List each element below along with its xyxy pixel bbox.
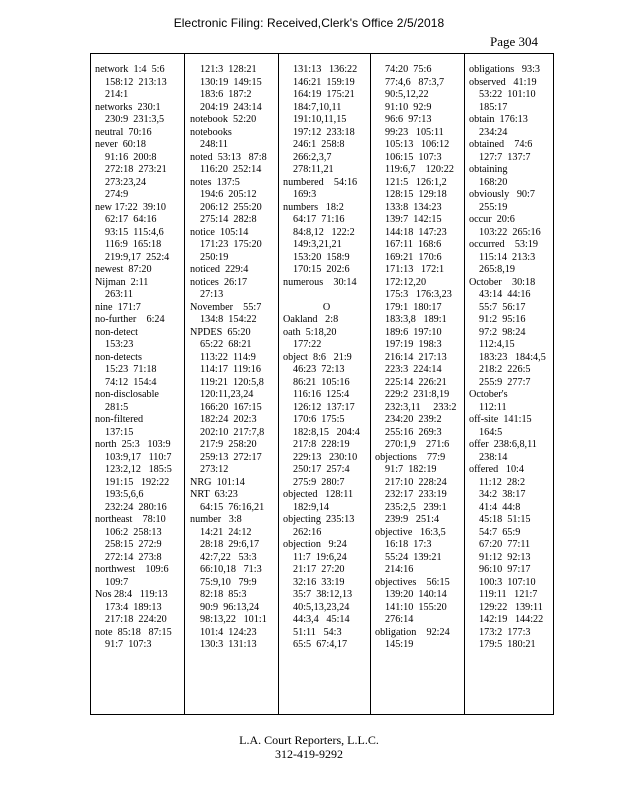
index-page-refs: 246:1 258:8 [293, 139, 345, 150]
index-page-refs: 127:7 137:7 [479, 151, 531, 163]
index-entry: non-detect [95, 326, 138, 338]
index-entry: north 25:3 103:9 [95, 439, 171, 450]
index-page-refs: 191:15 192:22 [105, 476, 170, 488]
index-page-refs: 141:10 155:20 [385, 601, 447, 613]
index-page-refs: 65:5 67:4,17 [293, 639, 348, 650]
index-entry: oath 5:18,20 [283, 326, 337, 338]
index-page-refs: 255:19 [479, 201, 508, 213]
index-page-refs: 281:5 [105, 401, 129, 413]
index-page-refs: 153:20 158:9 [293, 251, 350, 263]
filing-stamp: Electronic Filing: Received,Clerk's Office 2/5/2018 [173, 16, 445, 30]
index-page-refs: 44:3,4 45:14 [293, 614, 350, 625]
index-page-refs: 153:23 [105, 339, 134, 350]
index-page-refs: 171:23 175:20 [200, 239, 262, 250]
index-page-refs: 90:5,12,22 [385, 89, 429, 100]
index-page-refs: 217:18 224:20 [105, 614, 167, 625]
index-entry: network 1:4 5:6 [95, 64, 165, 75]
index-page-refs: 274:9 [105, 189, 129, 200]
index-page-refs: 109:7 [105, 576, 129, 588]
index-entry: October 30:18 [469, 276, 536, 288]
index-page-refs: 171:13 172:1 [385, 264, 445, 275]
index-page-refs: 74:12 154:4 [105, 376, 157, 388]
index-page-refs: 238:14 [479, 451, 508, 463]
index-page-refs: 173:4 189:13 [105, 601, 162, 613]
index-page-refs: 51:11 54:3 [293, 626, 342, 638]
index-page-refs: 112:11 [479, 401, 507, 413]
index-entry: obviously 90:7 [469, 189, 535, 200]
index-page-refs: 99:23 105:11 [385, 126, 444, 138]
index-entry: notes 137:5 [190, 176, 240, 188]
index-page-refs: 250:17 257:4 [293, 464, 350, 475]
index-entry: offered 10:4 [469, 464, 524, 475]
index-page-refs: 93:15 115:4,6 [105, 226, 164, 238]
index-page-refs: 270:1,9 271:6 [385, 439, 450, 450]
index-page-refs: 149:3,21,21 [293, 239, 342, 250]
index-page-refs: 229:13 230:10 [293, 451, 358, 463]
index-page-refs: 197:19 198:3 [385, 339, 442, 350]
index-column-5 [465, 54, 555, 714]
index-entry [283, 289, 370, 302]
index-page-refs: 239:9 251:4 [385, 514, 440, 525]
index-page-refs: 139:20 140:14 [385, 589, 447, 600]
index-page-refs: 100:3 107:10 [479, 576, 536, 588]
index-page-refs: 41:4 44:8 [479, 501, 521, 513]
index-page-refs: 137:15 [105, 426, 134, 438]
index-page-refs: 54:7 65:9 [479, 526, 521, 538]
index-page-refs: 130:19 149:15 [200, 76, 262, 88]
index-page-refs: 119:21 120:5,8 [200, 376, 264, 388]
index-page-refs: 214:1 [105, 89, 129, 100]
index-page-refs: 101:4 124:23 [200, 626, 257, 638]
index-page-refs: 119:11 121:7 [479, 589, 538, 600]
index-page-refs: 223:3 224:14 [385, 364, 442, 375]
index-page-refs: 272:18 273:21 [105, 164, 167, 175]
index-page-refs: 91:2 95:16 [479, 314, 526, 325]
index-page-refs: 53:22 101:10 [479, 89, 536, 100]
index-entry: northwest 109:6 [95, 564, 169, 575]
index-page-refs: 74:20 75:6 [385, 64, 432, 75]
index-page-refs: 46:23 72:13 [293, 364, 345, 375]
index-entry: offer 238:6,8,11 [469, 439, 537, 450]
index-page-refs: 139:7 142:15 [385, 214, 442, 225]
index-page-refs: 194:6 205:12 [200, 189, 257, 200]
index-page-refs: 43:14 44:16 [479, 289, 531, 300]
index-page-refs: 21:17 27:20 [293, 564, 345, 575]
index-page-refs: 98:13,22 101:1 [200, 614, 267, 625]
index-column-2 [185, 54, 279, 714]
index-page-refs: 169:21 170:6 [385, 251, 442, 263]
index-page-refs: 66:10,18 71:3 [200, 564, 262, 575]
index-page-refs: 230:9 231:3,5 [105, 114, 165, 125]
index-page-refs: 27:13 [200, 289, 224, 300]
index-page-refs: 158:12 213:13 [105, 76, 167, 88]
index-page-refs: 275:14 282:8 [200, 214, 257, 225]
index-entry: numbered 54:16 [283, 176, 358, 188]
index-page-refs: 183:6 187:2 [200, 89, 252, 100]
index-entry: Nos 28:4 119:13 [95, 589, 168, 600]
index-entry: objections 77:9 [375, 451, 446, 463]
index-page-refs: 276:14 [385, 614, 414, 625]
index-page-refs: 146:21 159:19 [293, 76, 355, 88]
index-page-refs: 185:17 [479, 101, 508, 113]
index-page-refs: 263:11 [105, 289, 133, 300]
index-entry: obtaining [469, 164, 508, 175]
index-page-refs: 248:11 [200, 139, 228, 150]
index-page-refs: 179:1 180:17 [385, 301, 442, 313]
index-page-refs: 250:19 [200, 251, 229, 263]
index-page-refs: 173:2 177:3 [479, 626, 531, 638]
index-page-refs: 96:6 97:13 [385, 114, 432, 125]
index-column-3 [279, 54, 371, 714]
index-page-refs: 262:16 [293, 526, 322, 538]
index-entry: noticed 229:4 [190, 264, 249, 275]
index-page-refs: 91:10 92:9 [385, 101, 432, 113]
index-entry: never 60:18 [95, 139, 146, 150]
index-entry: neutral 70:16 [95, 126, 152, 138]
index-page-refs: 121:5 126:1,2 [385, 176, 447, 188]
index-entry: non-detects [95, 351, 142, 363]
index-page-refs: 121:3 128:21 [200, 64, 257, 75]
index-page-refs: 266:2,3,7 [293, 151, 332, 163]
index-page-refs: 273:23,24 [105, 176, 147, 188]
index-entry: obligation 92:24 [375, 626, 450, 638]
index-page-refs: 55:7 56:17 [479, 301, 526, 313]
index-page-refs: 115:14 213:3 [479, 251, 536, 263]
index-page-refs: 114:17 119:16 [200, 364, 261, 375]
index-page-refs: 91:12 92:13 [479, 551, 531, 563]
index-page-refs: 129:22 139:11 [479, 601, 543, 613]
index-page-refs: 177:22 [293, 339, 322, 350]
index-page-refs: 103:22 265:16 [479, 226, 541, 238]
page-number: Page 304 [490, 34, 539, 49]
index-page-refs: 219:9,17 252:4 [105, 251, 170, 263]
index-page-refs: 131:13 136:22 [293, 64, 358, 75]
index-entry: Oakland 2:8 [283, 314, 339, 325]
index-page-refs: 15:23 71:18 [105, 364, 157, 375]
index-page-refs: 265:8,19 [479, 264, 515, 275]
index-entry: occur 20:6 [469, 214, 515, 225]
footer-phone: 312-419-9292 [275, 747, 343, 761]
index-page-refs: 273:12 [200, 464, 229, 475]
index-page-refs: 133:8 134:23 [385, 201, 442, 213]
index-entry: newest 87:20 [95, 264, 152, 275]
index-page-refs: 64:17 71:16 [293, 214, 345, 225]
index-entry: note 85:18 87:15 [95, 626, 172, 638]
index-entry: no-further 6:24 [95, 314, 165, 325]
index-entry: new 17:22 39:10 [95, 201, 167, 213]
index-entry: numbers 18:2 [283, 201, 344, 213]
index-page-refs: 91:16 200:8 [105, 151, 157, 163]
index-page-refs: 167:11 168:6 [385, 239, 442, 250]
index-page-refs: 116:9 165:18 [105, 239, 162, 250]
index-page-refs: 40:5,13,23,24 [293, 601, 350, 613]
index-page-refs: 134:8 154:22 [200, 314, 257, 325]
index-entry: objected 128:11 [283, 489, 354, 500]
index-entry: numerous 30:14 [283, 276, 357, 288]
index-page-refs: 45:18 51:15 [479, 514, 531, 525]
index-page-refs: 77:4,6 87:3,7 [385, 76, 445, 88]
index-page-refs: 175:3 176:3,23 [385, 289, 452, 300]
index-entry: objectives 56:15 [375, 576, 450, 588]
index-entry: obtained 74:6 [469, 139, 533, 150]
index-page-refs: 65:22 68:21 [200, 339, 252, 350]
index-page-refs: 164:19 175:21 [293, 89, 355, 100]
index-page-refs: 120:11,23,24 [200, 389, 254, 400]
index-page-refs: 91:7 107:3 [105, 639, 152, 650]
index-page-refs: 258:15 272:9 [105, 539, 162, 550]
index-page-refs: 235:2,5 239:1 [385, 501, 447, 513]
index-page-refs: 119:6,7 120:22 [385, 164, 454, 175]
index-page-refs: 170:15 202:6 [293, 264, 350, 275]
index-page-refs: 128:15 129:18 [385, 189, 447, 200]
index-page-refs: 145:19 [385, 639, 414, 650]
index-entry: notebooks [190, 126, 232, 138]
index-page-refs: 204:19 243:14 [200, 101, 262, 113]
index-entry: northeast 78:10 [95, 514, 166, 525]
index-page-refs: 278:11,21 [293, 164, 334, 175]
index-page-refs: 103:9,17 110:7 [105, 451, 172, 463]
index-page-refs: 123:2,12 185:5 [105, 464, 172, 475]
index-page-refs: 255:16 269:3 [385, 426, 442, 438]
index-page-refs: 217:10 228:24 [385, 476, 447, 488]
index-page-refs: 62:17 64:16 [105, 214, 157, 225]
index-entry: objective 16:3,5 [375, 526, 446, 538]
index-page-refs: 91:7 182:19 [385, 464, 437, 475]
word-index-table [90, 53, 554, 715]
index-page-refs: 42:7,22 53:3 [200, 551, 257, 563]
index-page-refs: 202:10 217:7,8 [200, 426, 265, 438]
index-page-refs: 182:8,15 204:4 [293, 426, 360, 438]
index-entry: non-disclosable [95, 389, 159, 400]
index-page-refs: 216:14 217:13 [385, 351, 447, 363]
index-page-refs: 193:5,6,6 [105, 489, 144, 500]
index-page-refs: 11:7 19:6,24 [293, 551, 347, 563]
index-page-refs: 217:8 228:19 [293, 439, 350, 450]
index-page-refs: 232:3,11 233:2 [385, 401, 457, 413]
index-entry: number 3:8 [190, 514, 242, 525]
index-page-refs: 55:24 139:21 [385, 551, 442, 563]
index-page-refs: 35:7 38:12,13 [293, 589, 353, 600]
index-page-refs: 82:18 85:3 [200, 589, 247, 600]
index-page-refs: 28:18 29:6,17 [200, 539, 260, 550]
index-page-refs: 183:3,8 189:1 [385, 314, 447, 325]
index-entry: October's [469, 389, 508, 400]
index-page-refs: 191:10,11,15 [293, 114, 347, 125]
index-page-refs: 197:12 233:18 [293, 126, 355, 138]
index-entry: November 55:7 [190, 301, 262, 313]
index-entry: NRT 63:23 [190, 489, 238, 500]
index-page-refs: 97:2 98:24 [479, 326, 526, 338]
index-entry: non-filtered [95, 414, 144, 425]
index-page-refs: 144:18 147:23 [385, 226, 447, 238]
section-letter: O [322, 301, 331, 313]
index-column-4 [371, 54, 465, 714]
index-page-refs: 166:20 167:15 [200, 401, 262, 413]
index-page-refs: 259:13 272:17 [200, 451, 262, 463]
index-page-refs: 232:24 280:16 [105, 501, 167, 513]
index-entry: observed 41:19 [469, 76, 537, 88]
index-page-refs: 116:16 125:4 [293, 389, 350, 400]
index-entry: object 8:6 21:9 [283, 351, 352, 363]
index-page-refs: 106:15 107:3 [385, 151, 442, 163]
index-page-refs: 75:9,10 79:9 [200, 576, 257, 588]
index-page-refs: 234:24 [479, 126, 508, 138]
index-page-refs: 11:12 28:2 [479, 476, 526, 488]
index-page-refs: 168:20 [479, 176, 508, 188]
index-page-refs: 189:6 197:10 [385, 326, 442, 338]
index-entry: objection 9:24 [283, 539, 347, 550]
index-page-refs: 64:15 76:16,21 [200, 501, 265, 513]
index-page-refs: 183:23 184:4,5 [479, 351, 546, 363]
index-entry: noted 53:13 87:8 [190, 151, 267, 163]
index-page-refs: 16:18 17:3 [385, 539, 432, 550]
index-page-refs: 142:19 144:22 [479, 614, 544, 625]
index-page-refs: 184:7,10,11 [293, 101, 342, 113]
index-page-refs: 96:10 97:17 [479, 564, 531, 575]
index-page-refs: 126:12 137:17 [293, 401, 355, 413]
index-page-refs: 229:2 231:8,19 [385, 389, 450, 400]
index-page-refs: 272:14 273:8 [105, 551, 162, 563]
index-page-refs: 206:12 255:20 [200, 201, 262, 213]
index-page-refs: 179:5 180:21 [479, 639, 536, 650]
index-page-refs: 105:13 106:12 [385, 139, 450, 150]
index-entry: obligations 93:3 [469, 64, 541, 75]
index-page-refs: 130:3 131:13 [200, 639, 257, 650]
index-page-refs: 164:5 [479, 426, 503, 438]
index-entry: off-site 141:15 [469, 414, 532, 425]
footer-company: L.A. Court Reporters, L.L.C. [239, 733, 379, 747]
index-entry: objecting 235:13 [283, 514, 355, 525]
index-page-refs: 32:16 33:19 [293, 576, 345, 588]
index-page-refs: 34:2 38:17 [479, 489, 526, 500]
index-entry: nine 171:7 [95, 301, 141, 313]
index-page-refs: 14:21 24:12 [200, 526, 252, 538]
index-entry: notices 26:17 [190, 276, 248, 288]
index-page-refs: 214:16 [385, 564, 414, 575]
index-page-refs: 116:20 252:14 [200, 164, 262, 175]
index-page-refs: 234:20 239:2 [385, 414, 442, 425]
index-page-refs: 84:8,12 122:2 [293, 226, 355, 238]
index-page-refs: 67:20 77:11 [479, 539, 531, 550]
index-page-refs: 169:3 [293, 189, 317, 200]
index-column-1 [91, 54, 185, 714]
index-page-refs: 113:22 114:9 [200, 351, 256, 363]
index-entry: notebook 52:20 [190, 114, 257, 125]
index-page-refs: 172:12,20 [385, 276, 427, 288]
index-entry: Nijman 2:11 [95, 276, 149, 288]
index-page-refs: 255:9 277:7 [479, 376, 531, 388]
index-page-refs: 217:9 258:20 [200, 439, 257, 450]
index-entry: occurred 53:19 [469, 239, 539, 250]
index-page-refs: 106:2 258:13 [105, 526, 162, 538]
index-page-refs: 90:9 96:13,24 [200, 601, 260, 613]
index-page-refs: 170:6 175:5 [293, 414, 345, 425]
index-page-refs: 182:24 202:3 [200, 414, 257, 425]
index-page-refs: 218:2 226:5 [479, 364, 531, 375]
index-entry: NRG 101:14 [190, 476, 245, 488]
index-page-refs: 182:9,14 [293, 501, 329, 513]
index-page-refs: 225:14 226:21 [385, 376, 447, 388]
index-page-refs: 232:17 233:19 [385, 489, 447, 500]
index-page-refs: 275:9 280:7 [293, 476, 345, 488]
index-entry: notice 105:14 [190, 226, 249, 238]
index-page-refs: 112:4,15 [479, 339, 515, 350]
index-entry: NPDES 65:20 [190, 326, 251, 338]
index-page-refs: 86:21 105:16 [293, 376, 350, 388]
index-entry: networks 230:1 [95, 101, 161, 113]
index-entry: obtain 176:13 [469, 114, 528, 125]
